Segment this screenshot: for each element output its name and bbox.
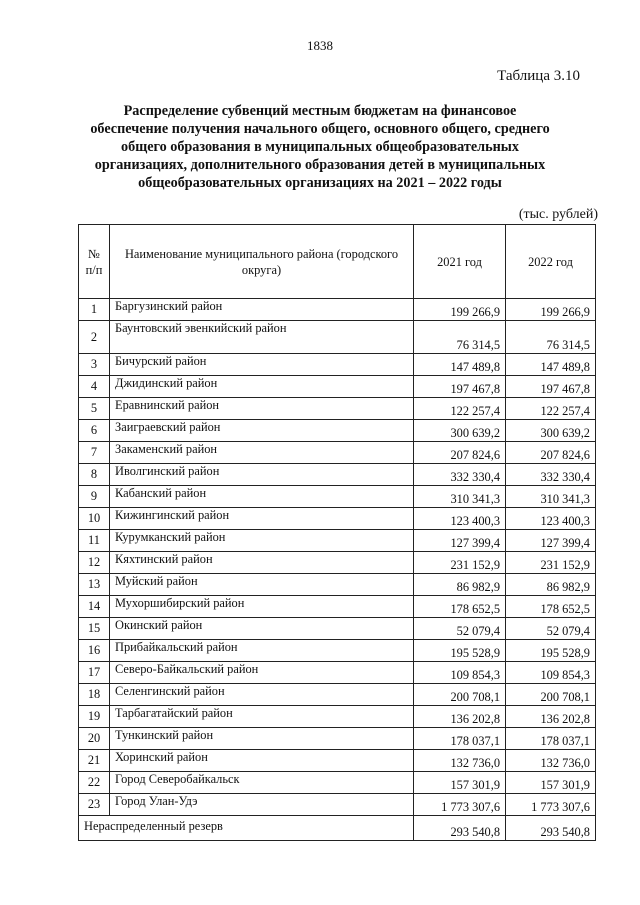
row-value-2022: 122 257,4 bbox=[506, 398, 596, 420]
row-name: Тункинский район bbox=[110, 728, 414, 750]
row-name: Бичурский район bbox=[110, 354, 414, 376]
row-value-2022: 147 489,8 bbox=[506, 354, 596, 376]
row-value-2022: 178 652,5 bbox=[506, 596, 596, 618]
table-row bbox=[79, 618, 596, 640]
table-row bbox=[79, 662, 596, 684]
row-value-2021: 300 639,2 bbox=[414, 420, 506, 442]
table-row bbox=[79, 596, 596, 618]
row-value-2021: 127 399,4 bbox=[414, 530, 506, 552]
row-value-2022: 199 266,9 bbox=[506, 299, 596, 321]
row-value-2021: 52 079,4 bbox=[414, 618, 506, 640]
row-name: Баргузинский район bbox=[110, 299, 414, 321]
row-value-2021: 76 314,5 bbox=[414, 321, 506, 354]
row-value-2022: 231 152,9 bbox=[506, 552, 596, 574]
row-value-2022: 310 341,3 bbox=[506, 486, 596, 508]
title-line: общего образования в муниципальных общеобразовательных bbox=[121, 139, 519, 155]
row-number: 9 bbox=[79, 486, 110, 508]
document-title bbox=[70, 102, 570, 192]
row-number: 17 bbox=[79, 662, 110, 684]
row-value-2021: 178 652,5 bbox=[414, 596, 506, 618]
row-value-2021: 197 467,8 bbox=[414, 376, 506, 398]
row-name: Баунтовский эвенкийский район bbox=[110, 321, 414, 354]
row-value-2021: 231 152,9 bbox=[414, 552, 506, 574]
row-value-2022: 76 314,5 bbox=[506, 321, 596, 354]
header-name: Наименование муниципального района (городского округа) bbox=[110, 225, 414, 299]
row-number: 10 bbox=[79, 508, 110, 530]
row-name: Мухоршибирский район bbox=[110, 596, 414, 618]
row-number: 15 bbox=[79, 618, 110, 640]
row-name: Иволгинский район bbox=[110, 464, 414, 486]
reserve-label: Нераспределенный резерв bbox=[79, 816, 414, 841]
row-value-2021: 199 266,9 bbox=[414, 299, 506, 321]
header-num: № п/п bbox=[79, 225, 110, 299]
table-row bbox=[79, 750, 596, 772]
row-value-2022: 200 708,1 bbox=[506, 684, 596, 706]
row-number: 18 bbox=[79, 684, 110, 706]
row-value-2021: 332 330,4 bbox=[414, 464, 506, 486]
table-row bbox=[79, 486, 596, 508]
row-number: 7 bbox=[79, 442, 110, 464]
row-name: Заиграевский район bbox=[110, 420, 414, 442]
row-value-2022: 109 854,3 bbox=[506, 662, 596, 684]
row-number: 20 bbox=[79, 728, 110, 750]
title-line: общеобразовательных организациях на 2021 – 2022 годы bbox=[138, 175, 502, 191]
row-value-2022: 86 982,9 bbox=[506, 574, 596, 596]
row-number: 1 bbox=[79, 299, 110, 321]
table-row bbox=[79, 552, 596, 574]
row-value-2022: 300 639,2 bbox=[506, 420, 596, 442]
row-value-2022: 197 467,8 bbox=[506, 376, 596, 398]
row-value-2021: 178 037,1 bbox=[414, 728, 506, 750]
row-value-2021: 147 489,8 bbox=[414, 354, 506, 376]
row-value-2021: 136 202,8 bbox=[414, 706, 506, 728]
table-row bbox=[79, 398, 596, 420]
row-number: 21 bbox=[79, 750, 110, 772]
units-label: (тыс. рублей) bbox=[518, 207, 598, 222]
row-value-2021: 195 528,9 bbox=[414, 640, 506, 662]
row-name: Курумканский район bbox=[110, 530, 414, 552]
row-name: Закаменский район bbox=[110, 442, 414, 464]
row-name: Город Улан-Удэ bbox=[110, 794, 414, 816]
table-row bbox=[79, 772, 596, 794]
reserve-value-2022: 293 540,8 bbox=[506, 816, 596, 841]
table-row bbox=[79, 530, 596, 552]
row-value-2022: 195 528,9 bbox=[506, 640, 596, 662]
row-name: Кабанский район bbox=[110, 486, 414, 508]
table-row bbox=[79, 728, 596, 750]
title-line: организациях, дополнительного образования детей в муниципальных bbox=[94, 157, 546, 173]
row-number: 12 bbox=[79, 552, 110, 574]
row-value-2021: 1 773 307,6 bbox=[414, 794, 506, 816]
title-line: Распределение субвенций местным бюджетам на финансовое bbox=[123, 103, 517, 119]
row-number: 8 bbox=[79, 464, 110, 486]
table-row bbox=[79, 376, 596, 398]
row-name: Прибайкальский район bbox=[110, 640, 414, 662]
table-row bbox=[79, 420, 596, 442]
table-row bbox=[79, 508, 596, 530]
table-label: Таблица 3.10 bbox=[497, 68, 580, 84]
row-number: 3 bbox=[79, 354, 110, 376]
row-number: 14 bbox=[79, 596, 110, 618]
table-row bbox=[79, 464, 596, 486]
row-value-2021: 123 400,3 bbox=[414, 508, 506, 530]
row-value-2021: 200 708,1 bbox=[414, 684, 506, 706]
row-number: 11 bbox=[79, 530, 110, 552]
row-value-2022: 123 400,3 bbox=[506, 508, 596, 530]
page-number: 1838 bbox=[307, 38, 333, 53]
row-value-2021: 109 854,3 bbox=[414, 662, 506, 684]
reserve-value-2021: 293 540,8 bbox=[414, 816, 506, 841]
row-name: Тарбагатайский район bbox=[110, 706, 414, 728]
table-row bbox=[79, 684, 596, 706]
header-2021: 2021 год bbox=[414, 225, 506, 299]
row-value-2021: 157 301,9 bbox=[414, 772, 506, 794]
title-line: обеспечение получения начального общего, основного общего, среднего bbox=[90, 121, 550, 137]
subvention-table bbox=[78, 224, 596, 841]
table-row bbox=[79, 706, 596, 728]
table-header-row bbox=[79, 225, 596, 299]
row-value-2021: 132 736,0 bbox=[414, 750, 506, 772]
row-value-2022: 136 202,8 bbox=[506, 706, 596, 728]
row-number: 19 bbox=[79, 706, 110, 728]
row-number: 6 bbox=[79, 420, 110, 442]
reserve-row bbox=[79, 816, 596, 841]
table-row bbox=[79, 794, 596, 816]
row-number: 4 bbox=[79, 376, 110, 398]
row-name: Северо-Байкальский район bbox=[110, 662, 414, 684]
row-value-2021: 86 982,9 bbox=[414, 574, 506, 596]
row-value-2022: 207 824,6 bbox=[506, 442, 596, 464]
row-value-2022: 332 330,4 bbox=[506, 464, 596, 486]
row-value-2021: 207 824,6 bbox=[414, 442, 506, 464]
row-number: 22 bbox=[79, 772, 110, 794]
row-value-2022: 132 736,0 bbox=[506, 750, 596, 772]
table-row bbox=[79, 299, 596, 321]
table-row bbox=[79, 442, 596, 464]
row-number: 16 bbox=[79, 640, 110, 662]
row-value-2021: 310 341,3 bbox=[414, 486, 506, 508]
row-number: 2 bbox=[79, 321, 110, 354]
row-number: 23 bbox=[79, 794, 110, 816]
table-row bbox=[79, 321, 596, 354]
row-name: Город Северобайкальск bbox=[110, 772, 414, 794]
header-2022: 2022 год bbox=[506, 225, 596, 299]
table-row bbox=[79, 354, 596, 376]
row-name: Селенгинский район bbox=[110, 684, 414, 706]
row-value-2022: 1 773 307,6 bbox=[506, 794, 596, 816]
row-name: Еравнинский район bbox=[110, 398, 414, 420]
row-value-2022: 52 079,4 bbox=[506, 618, 596, 640]
row-number: 13 bbox=[79, 574, 110, 596]
row-name: Джидинский район bbox=[110, 376, 414, 398]
row-value-2022: 157 301,9 bbox=[506, 772, 596, 794]
table-row bbox=[79, 574, 596, 596]
row-name: Хоринский район bbox=[110, 750, 414, 772]
row-name: Окинский район bbox=[110, 618, 414, 640]
row-name: Кижингинский район bbox=[110, 508, 414, 530]
table-body bbox=[79, 299, 596, 841]
row-number: 5 bbox=[79, 398, 110, 420]
row-value-2022: 178 037,1 bbox=[506, 728, 596, 750]
row-name: Кяхтинский район bbox=[110, 552, 414, 574]
row-value-2022: 127 399,4 bbox=[506, 530, 596, 552]
row-name: Муйский район bbox=[110, 574, 414, 596]
row-value-2021: 122 257,4 bbox=[414, 398, 506, 420]
table-row bbox=[79, 640, 596, 662]
